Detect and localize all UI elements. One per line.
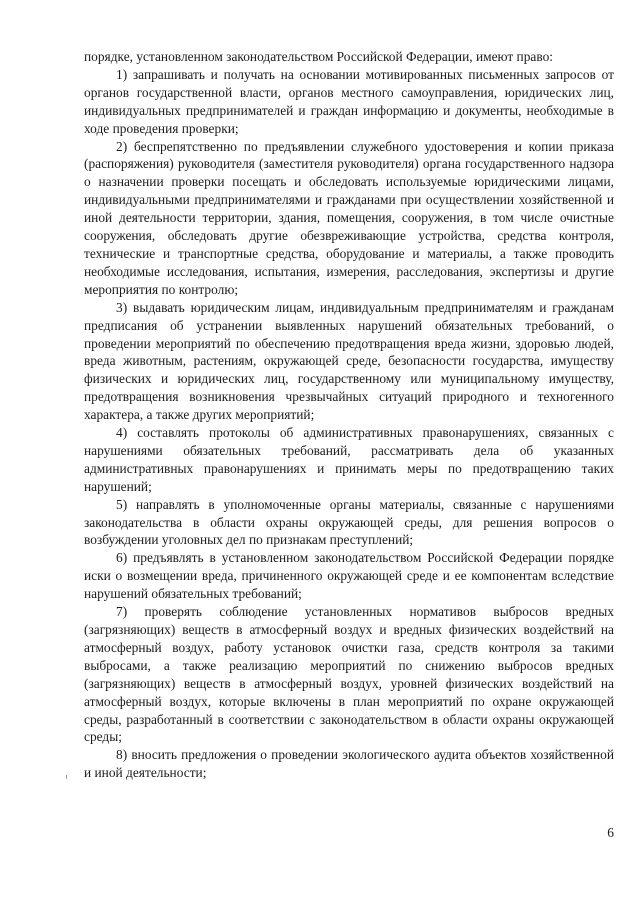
list-item-6: 6) предъявлять в установленном законодательством Российской Федерации порядке иски о возмещении вреда, причиненного окружающей среде и ее компонентам вследствие нарушений обязательных требований;: [84, 550, 614, 602]
list-item-2: 2) беспрепятственно по предъявлении служебного удостоверения и копии приказа (распоряжения) руководителя (заместителя руководителя) органа государственного надзора о назначении проверки посещать и обследовать используемые юридическими лицами, индивидуальными предпринимателями и гражданами при осуществлении хозяйственной и иной деятельности территории, здания, помещения, сооружения, в том числе очистные сооружения, обследовать другие обезвреживающие устройства, средства контроля, технические и транспортные средства, оборудование и материалы, а также проводить необходимые исследования, испытания, измерения, расследования, экспертизы и другие мероприятия по контролю;: [84, 138, 614, 297]
list-item-7: 7) проверять соблюдение установленных нормативов выбросов вредных (загрязняющих) веществ в атмосферный воздух и вредных физических воздействий на атмосферный воздух, работу установок очистки газа, средств контроля за такими выбросами, а также реализацию мероприятий по снижению выбросов вредных (загрязняющих) веществ в атмосферный воздух, уровней физических воздействий на атмосферный воздух, которые включены в план мероприятий по охране окружающей среды, разработанный в соответствии с законодательством в области охраны окружающей среды;: [84, 604, 614, 745]
list-item-1: 1) запрашивать и получать на основании мотивированных письменных запросов от органов государственной власти, органов местного самоуправления, юридических лиц, индивидуальных предпринимателей и граждан информацию и документы, необходимые в ходе проведения проверки;: [84, 66, 614, 136]
list-item-3: 3) выдавать юридическим лицам, индивидуальным предпринимателям и гражданам предписания об устранении выявленных нарушений обязательных требований, о проведении мероприятий по обеспечению предотвращения вреда жизни, здоровью людей, вреда животным, растениям, окружающей среде, безопасности государства, имуществу физических и юридических лиц, государственному или муниципальному имуществу, предотвращения возникновения чрезвычайных ситуаций природного и техногенного характера, а также других мероприятий;: [84, 299, 614, 423]
continuation-paragraph: порядке, установленном законодательством Российской Федерации, имеют право:: [84, 49, 554, 64]
list-item-4: 4) составлять протоколы об административных правонарушениях, связанных с нарушениями обязательных требований, рассматривать дела об указанных административных правонарушениях и принимать меры по предотвращению таких нарушений;: [84, 425, 614, 494]
list-item-8: 8) вносить предложения о проведении экологического аудита объектов хозяйственной и иной деятельности;: [84, 747, 614, 781]
page-number: 6: [607, 825, 614, 840]
scan-speck: [66, 775, 67, 779]
list-item-5: 5) направлять в уполномоченные органы материалы, связанные с нарушениями законодательства в области охраны окружающей среды, для решения вопросов о возбуждении уголовных дел по признакам преступлений;: [84, 496, 614, 548]
